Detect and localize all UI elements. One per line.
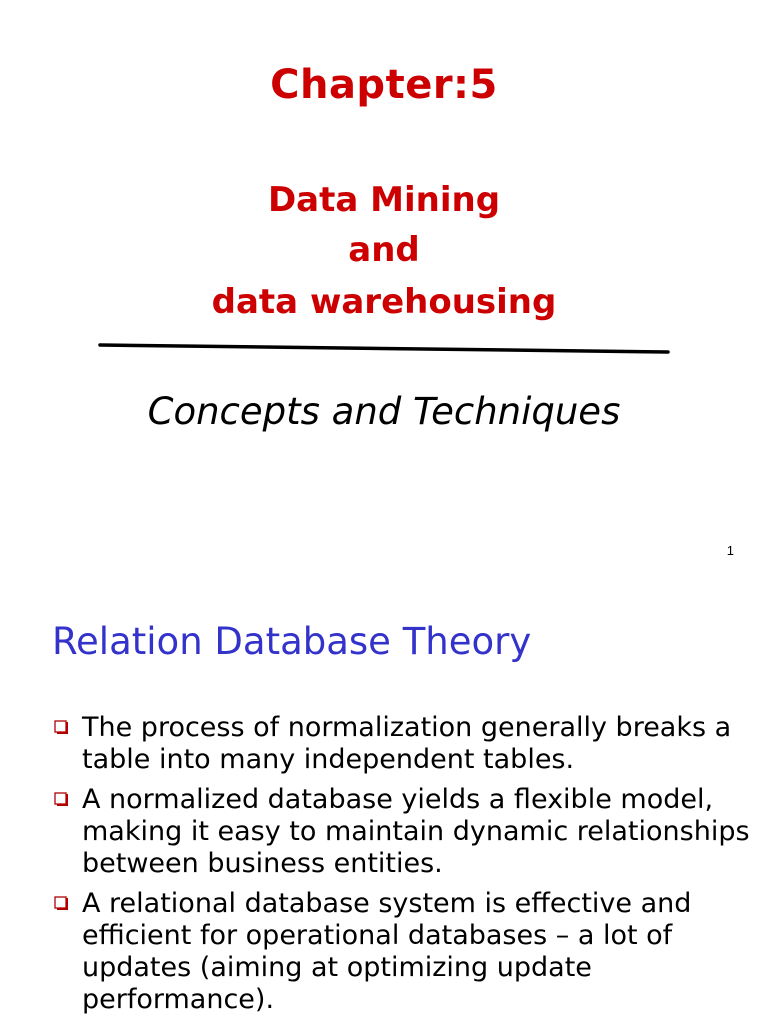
slide-heading: Relation Database Theory	[52, 620, 532, 663]
bullet-item	[52, 712, 752, 776]
bullet-list	[52, 712, 752, 1024]
bullet-text: The process of normalization generally breaks a table into many independent tables.	[82, 712, 732, 775]
bullet-text: A relational database system is effective and efficient for operational databases – a lot of updates (aiming at optimizing update performance).	[82, 888, 692, 1015]
checkbox-square-icon	[54, 894, 70, 910]
chapter-heading: Chapter:5	[270, 62, 498, 108]
title-line-1: Data Mining	[267, 180, 501, 220]
bullet-item	[52, 888, 752, 1016]
checkbox-square-icon	[54, 718, 70, 734]
title-line-3: data warehousing	[211, 282, 557, 322]
bullet-item	[52, 784, 752, 880]
slide-subtitle: Concepts and Techniques	[147, 390, 621, 433]
bullet-text: A normalized database yields a flexible model, making it easy to maintain dynamic relationships between business entities.	[82, 784, 750, 879]
checkbox-square-icon	[54, 790, 70, 806]
title-line-2: and	[348, 230, 420, 270]
slide-content	[0, 576, 768, 1024]
page-number: 1	[726, 543, 734, 558]
